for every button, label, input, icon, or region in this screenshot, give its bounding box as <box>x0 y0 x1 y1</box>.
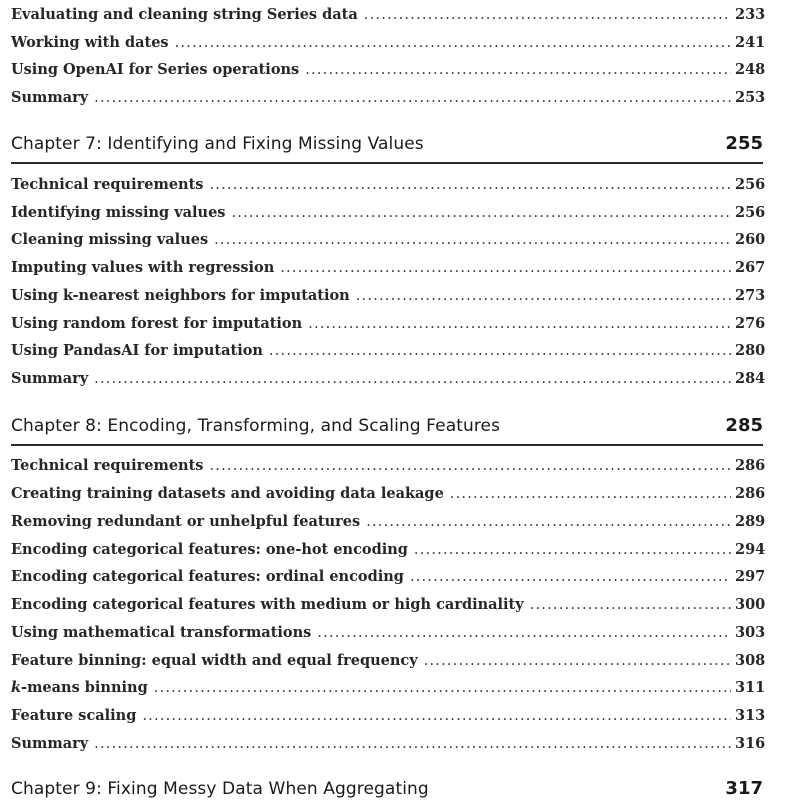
dot-leader <box>356 286 731 306</box>
toc-entry[interactable] <box>11 369 766 389</box>
toc-entry-title: Using OpenAI for Series operations <box>11 61 300 78</box>
toc-entry-page-number: 294 <box>735 541 766 558</box>
dot-leader <box>209 456 731 476</box>
toc-entry-title: Summary <box>11 370 89 387</box>
toc-entry[interactable] <box>11 623 766 643</box>
dot-leader <box>94 369 731 389</box>
dot-leader <box>269 341 731 361</box>
toc-entry-title: Summary <box>11 735 89 752</box>
toc-entry-title: Feature binning: equal width and equal frequency <box>11 652 418 669</box>
toc-entry-page-number: 316 <box>735 735 766 752</box>
dot-leader <box>364 5 731 25</box>
toc-entry-title: Using mathematical transformations <box>11 624 312 641</box>
toc-entry-page-number: 280 <box>735 342 766 359</box>
dot-leader <box>450 484 731 504</box>
toc-entry[interactable] <box>11 567 766 587</box>
chapter-title: Chapter 7: Identifying and Fixing Missing Values <box>11 134 424 154</box>
toc-entry[interactable] <box>11 651 766 671</box>
chapter-page-number: 285 <box>725 415 763 436</box>
table-of-contents <box>11 0 766 800</box>
dot-leader <box>308 314 731 334</box>
toc-entry-title: Creating training datasets and avoiding data leakage <box>11 485 444 502</box>
toc-entry-page-number: 256 <box>735 204 766 221</box>
toc-entry-page-number: 284 <box>735 370 766 387</box>
dot-leader <box>424 651 731 671</box>
toc-entry-title-rest: -means binning <box>21 679 148 696</box>
toc-entry[interactable] <box>11 88 766 108</box>
toc-entry[interactable] <box>11 314 766 334</box>
toc-entry[interactable] <box>11 33 766 53</box>
toc-entry-title: Evaluating and cleaning string Series data <box>11 6 358 23</box>
toc-entry-title: Encoding categorical features: one-hot encoding <box>11 541 408 558</box>
dot-leader <box>94 88 731 108</box>
toc-entry-page-number: 286 <box>735 485 766 502</box>
dot-leader <box>414 540 731 560</box>
toc-entry-page-number: 248 <box>735 61 766 78</box>
dot-leader <box>175 33 731 53</box>
toc-entry-page-number: 313 <box>735 707 766 724</box>
dot-leader <box>530 595 731 615</box>
toc-entry[interactable] <box>11 734 766 754</box>
toc-entry-title: Using PandasAI for imputation <box>11 342 263 359</box>
dot-leader <box>94 734 731 754</box>
toc-entry[interactable] <box>11 456 766 476</box>
toc-entry-page-number: 308 <box>735 652 766 669</box>
toc-entry[interactable] <box>11 203 766 223</box>
toc-entry-title: Cleaning missing values <box>11 231 209 248</box>
chapter-divider <box>11 162 763 164</box>
toc-entry[interactable] <box>11 706 766 726</box>
toc-entry-page-number: 297 <box>735 568 766 585</box>
toc-entry-page-number: 273 <box>735 287 766 304</box>
toc-entry-page-number: 267 <box>735 259 766 276</box>
toc-entry-page-number: 256 <box>735 176 766 193</box>
dot-leader <box>209 175 731 195</box>
toc-entry[interactable] <box>11 595 766 615</box>
dot-leader <box>142 706 731 726</box>
toc-entry-title-italic: k <box>11 679 22 696</box>
toc-entry-page-number: 286 <box>735 457 766 474</box>
chapter-page-number: 317 <box>725 778 763 799</box>
toc-entry-page-number: 253 <box>735 89 766 106</box>
toc-entry-page-number: 303 <box>735 624 766 641</box>
chapter-title: Chapter 9: Fixing Messy Data When Aggregating <box>11 779 429 799</box>
toc-entry[interactable] <box>11 175 766 195</box>
toc-entry-page-number: 300 <box>735 596 766 613</box>
toc-entry-title: Using k-nearest neighbors for imputation <box>11 287 350 304</box>
toc-entry-title: Encoding categorical features: ordinal encoding <box>11 568 404 585</box>
toc-entry[interactable] <box>11 341 766 361</box>
toc-entry-page-number: 276 <box>735 315 766 332</box>
toc-entry[interactable] <box>11 60 766 80</box>
toc-entry[interactable] <box>11 286 766 306</box>
toc-entry[interactable] <box>11 540 766 560</box>
dot-leader <box>231 203 731 223</box>
chapter-heading[interactable] <box>11 131 763 159</box>
dot-leader <box>280 258 731 278</box>
chapter-divider <box>11 444 763 446</box>
dot-leader <box>305 60 731 80</box>
toc-entry-title: Technical requirements <box>11 457 204 474</box>
toc-entry-page-number: 233 <box>735 6 766 23</box>
toc-entry[interactable] <box>11 230 766 250</box>
dot-leader <box>366 512 731 532</box>
chapter-title: Chapter 8: Encoding, Transforming, and Scaling Features <box>11 416 501 436</box>
toc-entry[interactable] <box>11 678 766 698</box>
toc-entry[interactable] <box>11 512 766 532</box>
toc-entry[interactable] <box>11 484 766 504</box>
toc-entry-title: Working with dates <box>11 34 169 51</box>
toc-entry-title: Imputing values with regression <box>11 259 275 276</box>
toc-entry-title: Technical requirements <box>11 176 204 193</box>
toc-entry-title: Removing redundant or unhelpful features <box>11 513 361 530</box>
toc-entry-title: Encoding categorical features with medium or high cardinality <box>11 596 524 613</box>
toc-entry-page-number: 260 <box>735 231 766 248</box>
chapter-page-number: 255 <box>725 133 763 154</box>
chapter-heading[interactable] <box>11 413 763 441</box>
toc-entry[interactable] <box>11 5 766 25</box>
toc-entry-page-number: 289 <box>735 513 766 530</box>
toc-entry-title: Feature scaling <box>11 707 137 724</box>
toc-entry-title: Summary <box>11 89 89 106</box>
dot-leader <box>410 567 731 587</box>
dot-leader <box>317 623 731 643</box>
toc-entry-page-number: 311 <box>735 679 766 696</box>
dot-leader <box>154 678 731 698</box>
toc-entry-title <box>11 678 148 698</box>
toc-entry[interactable] <box>11 258 766 278</box>
dot-leader <box>214 230 731 250</box>
toc-entry-page-number: 241 <box>735 34 766 51</box>
toc-entry-title: Identifying missing values <box>11 204 226 221</box>
toc-entry-title: Using random forest for imputation <box>11 315 303 332</box>
